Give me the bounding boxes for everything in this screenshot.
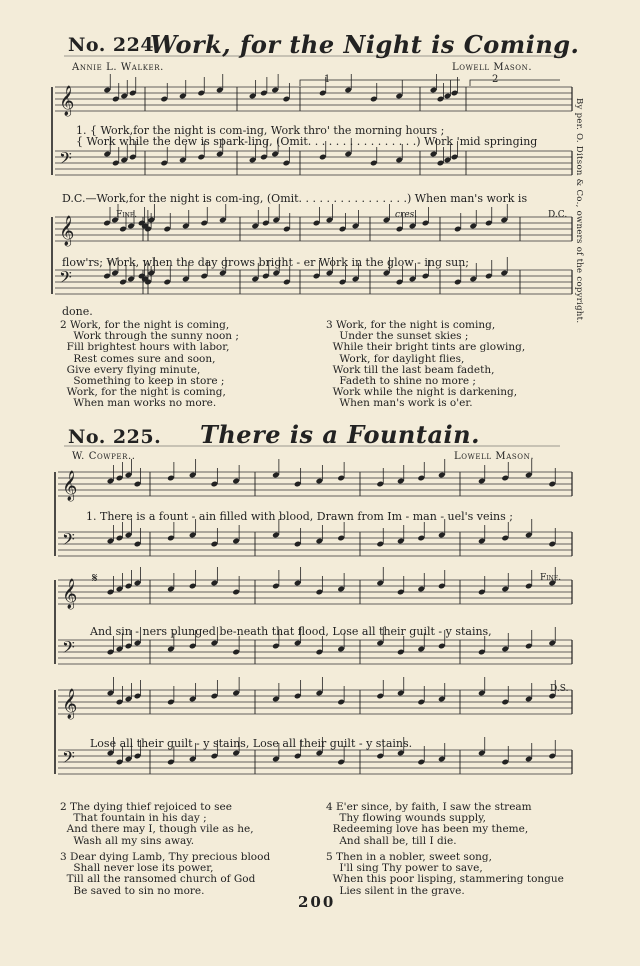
- volta-2-label: 2: [492, 74, 499, 85]
- treble-clef: 𝄞: [59, 86, 75, 116]
- hymn-224-stanza-2: 2 Work, for the night is coming, Work through the sunny noon ; Fill brightest hours with labor, Rest comes sure and soon, Give every flying minute, Something to keep in store ; Work, for the night is coming, When man works no more.: [60, 319, 239, 410]
- volta-1-label: 1: [324, 74, 331, 85]
- copyright-notice: By per. O. Ditson & Co., owners of the copyright.: [574, 98, 584, 324]
- hymn-225-composer: Lowell Mason.: [454, 451, 535, 462]
- hymn-225-stanza-4: 4 E'er since, by faith, I saw the stream Thy flowing wounds supply, Redeeming love has been my theme, And shall be, till I die.: [326, 801, 532, 847]
- hymn-224-dc-mark: D.C.: [548, 210, 568, 220]
- hymn-224-fine-mark: Fine.: [116, 210, 138, 220]
- hymn-225-line1: 1. There is a fount - ain filled with blood, Drawn from Im - man - uel's veins ;: [86, 510, 513, 523]
- hymn-224-verse1-line1: 1. { Work,for the night is com-ing, Work thro' the morning hours ;: [76, 124, 445, 137]
- hymn-224-author: Annie L. Walker.: [72, 62, 164, 73]
- treble-clef: 𝄞: [62, 689, 78, 719]
- page-number: 200: [298, 893, 336, 911]
- hymn-224-verse1-line2: { Work while the dew is spark-ling, (Omit. . . . . . . . . . . . . . . .) Work 'mid springing: [76, 135, 538, 148]
- bass-clef: 𝄢: [62, 747, 75, 771]
- hymn-225-title: There is a Fountain.: [200, 420, 480, 449]
- hymn-224-line3: flow'rs; Work, when the day grows bright - er Work in the glow - ing sun;: [62, 256, 470, 269]
- hymn-224-cres-mark: cres.: [395, 210, 418, 220]
- volta-2-bracket: [470, 80, 560, 86]
- hymn-225-number: No. 225.: [68, 426, 162, 448]
- hymn-225-stanza-5: 5 Then in a nobler, sweet song, I'll sing Thy power to save, When this poor lisping, stammering tongue Lies silent in the grave.: [326, 851, 564, 897]
- hymn-225-ds-mark: D.S.: [550, 684, 569, 694]
- segno-mark: 𝄋: [92, 571, 98, 586]
- hymn-225-author: W. Cowper..: [72, 451, 136, 462]
- hymn-225-stanza-2: 2 The dying thief rejoiced to see That fountain in his day ; And there may I, though vile as he, Wash all my sins away.: [60, 801, 254, 847]
- treble-clef: 𝄞: [62, 579, 78, 609]
- hymn-224-done: done.: [62, 305, 93, 318]
- bass-clef: 𝄢: [59, 148, 72, 172]
- bass-clef: 𝄢: [62, 529, 75, 553]
- treble-clef: 𝄞: [59, 216, 75, 246]
- hymn-224-composer: Lowell Mason.: [452, 62, 533, 73]
- hymn-225-line3: Lose all their guilt - y stains, Lose all their guilt - y stains.: [90, 737, 413, 750]
- hymn-224-number: No. 224.: [68, 34, 162, 56]
- bass-clef: 𝄢: [59, 267, 72, 291]
- hymn-225-fine-mark: Fine.: [540, 573, 562, 583]
- hymn-225-stanza-3: 3 Dear dying Lamb, Thy precious blood Shall never lose its power, Till all the ransomed church of God Be saved to sin no more.: [60, 851, 271, 897]
- hymn-224-stanza-3: 3 Work, for the night is coming, Under the sunset skies ; While their bright tints are glowing, Work, for daylight flies, Work till the last beam fadeth, Fadeth to shine no more ; Work while the night is darkening, When man's work is o'er.: [326, 319, 526, 410]
- hymn-225-line2: And sin - ners plunged be-neath that flood, Lose all their guilt - y stains,: [90, 625, 492, 638]
- hymn-224-title: Work, for the Night is Coming.: [150, 30, 580, 59]
- treble-clef: 𝄞: [62, 471, 78, 501]
- bass-clef: 𝄢: [62, 637, 75, 661]
- hymn-224-dc-line: D.C.—Work,for the night is com-ing, (Omit. . . . . . . . . . . . . . . .) When man's work is: [62, 192, 528, 205]
